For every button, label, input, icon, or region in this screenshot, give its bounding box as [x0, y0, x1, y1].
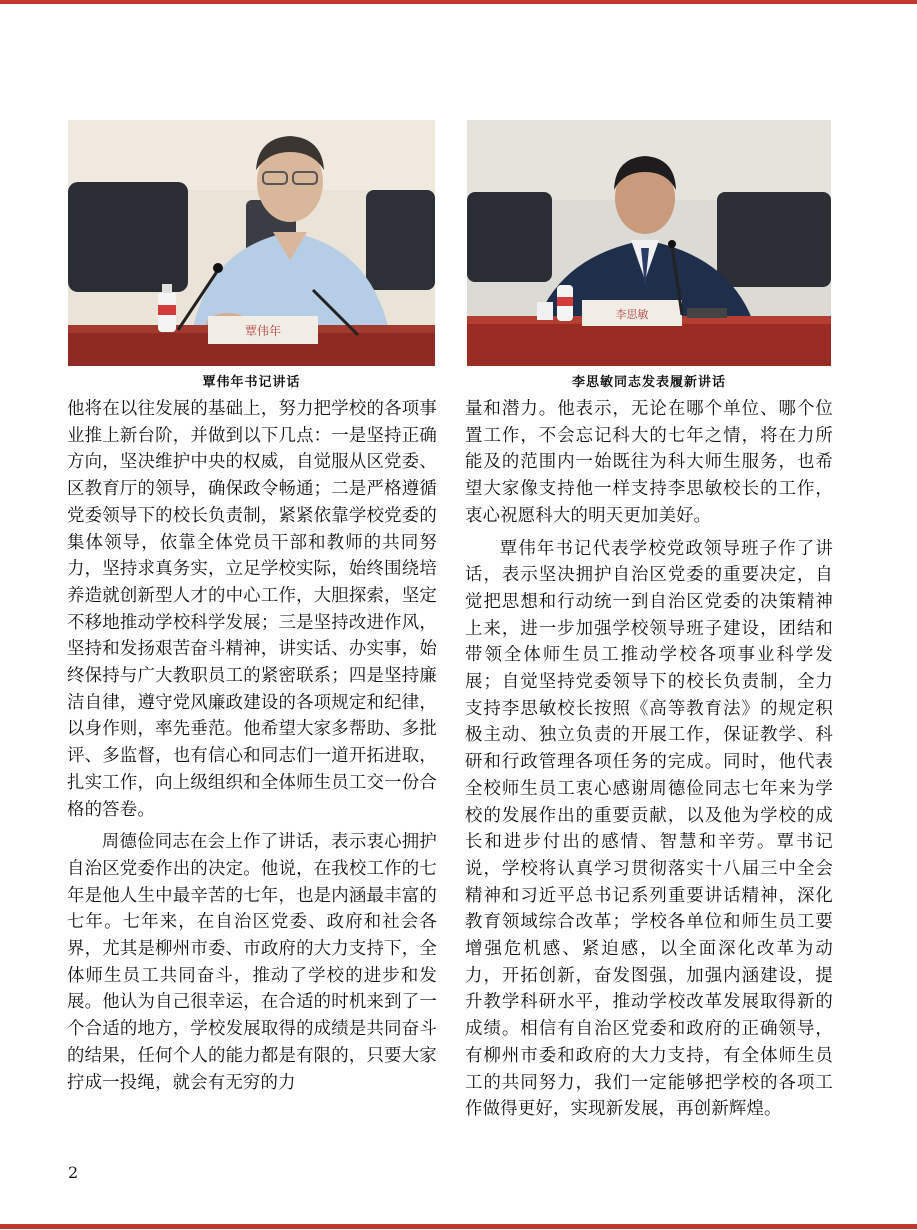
text-column-right [465, 396, 833, 1123]
bottom-rule [0, 1224, 917, 1229]
paragraph: 周德俭同志在会上作了讲话，表示衷心拥护自治区党委作出的决定。他说，在我校工作的七年是他人生中最辛苦的七年，也是内涵最丰富的七年。七年来，在自治区党委、政府和社会各界，尤其是柳州市委、市政府的大力支持下，全体师生员工共同奋斗，推动了学校的进步和发展。他认为自己很幸运，在合适的时机来到了一个合适的地方，学校发展取得的成绩是共同奋斗的结果，任何个人的能力都是有限的，只要大家拧成一投绳，就会有无穷的力 [67, 832, 437, 1093]
text-column-left [67, 396, 437, 1096]
paragraph: 覃伟年书记代表学校党政领导班子作了讲话，表示坚决拥护自治区党委的重要决定，自觉把思想和行动统一到自治区党委的决策精神上来，进一步加强学校领导班子建设，团结和带领全体师生员工推动学校各项事业科学发展；自觉坚持党委领导下的校长负责制，全力支持李思敏校长按照《高等教育法》的规定积极主动、独立负责的开展工作，保证教学、科研和行政管理各项任务的完成。同时，他代表全校师生员工衷心感谢周德俭同志七年来为学校的发展作出的重要贡献，以及他为学校的成长和进步付出的感情、智慧和辛劳。覃书记说，学校将认真学习贯彻落实十八届三中全会精神和习近平总书记系列重要讲话精神，深化教育领域综合改革；学校各单位和师生员工要增强危机感、紧迫感，以全面深化改革为动力，开拓创新，奋发图强，加强内涵建设，提升教学科研水平，推动学校改革发展取得新的成绩。相信有自治区党委和政府的正确领导，有柳州市委和政府的大力支持，有全体师生员工的共同努力，我们一定能够把学校的各项工作做得更好，实现新发展，再创新辉煌。 [465, 538, 833, 1120]
paragraph: 他将在以往发展的基础上，努力把学校的各项事业推上新台阶，并做到以下几点：一是坚持正确方向，坚决维护中央的权威，自觉服从区党委、区教育厅的领导，确保政令畅通；二是严格遵循党委领导下的校长负责制，紧紧依靠学校党委的集体领导，依靠全体党员干部和教师的共同努力，坚持求真务实，立足学校实际，始终围绕培养造就创新型人才的中心工作，大胆探索，坚定不移地推动学校科学发展；三是坚持改进作风，坚持和发扬艰苦奋斗精神，讲实话、办实事，始终保持与广大教职员工的紧密联系；四是坚持廉洁自律，遵守党风廉政建设的各项规定和纪律，以身作则，率先垂范。他希望大家多帮助、多批评、多监督，也有信心和同志们一道开拓进取，扎实工作，向上级组织和全体师生员工交一份合格的答卷。 [67, 399, 437, 820]
page-number: 2 [68, 1163, 79, 1182]
photo-caption-right: 李思敏同志发表履新讲话 [571, 375, 726, 390]
photo-caption-left: 覃伟年书记讲话 [202, 375, 301, 390]
photo-speaker-right [467, 120, 831, 366]
paragraph: 量和潜力。他表示，无论在哪个单位、哪个位置工作，不会忘记科大的七年之情，将在力所能及的范围内一始既往为科大师生服务，也希望大家像支持他一样支持李思敏校长的工作，衷心祝愿科大的明天更加美好。 [465, 399, 833, 526]
nameplate-left: 覃伟年 [244, 324, 282, 338]
photo-speaker-left [68, 120, 435, 366]
top-rule [0, 0, 917, 4]
nameplate-right: 李思敏 [615, 308, 649, 321]
